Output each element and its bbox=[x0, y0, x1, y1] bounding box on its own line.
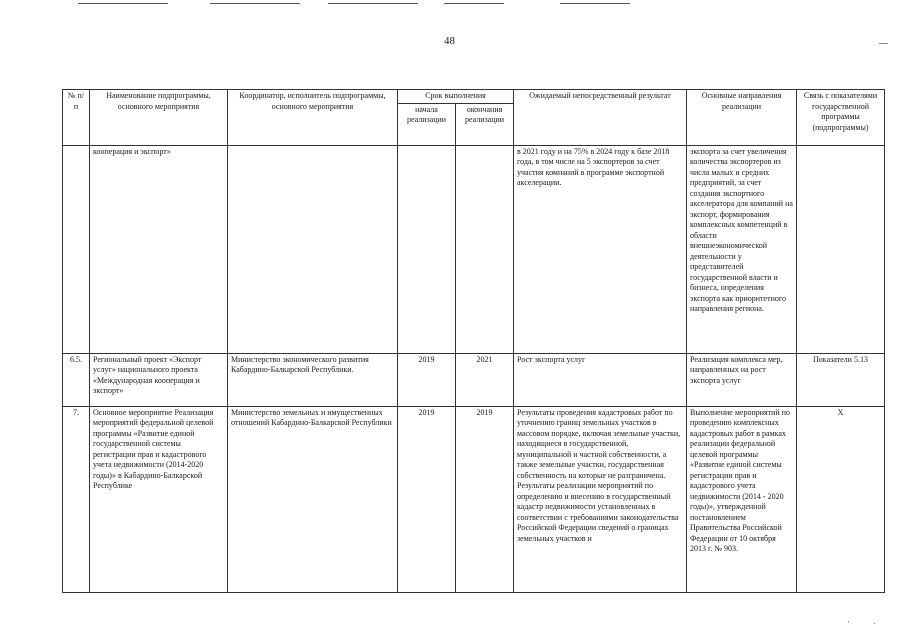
top-rule-3 bbox=[328, 3, 418, 4]
row-end: 2019 bbox=[456, 406, 514, 592]
header-directions: Основные направления реализации bbox=[687, 90, 797, 146]
header-coordinator: Координатор, исполнитель подпрограммы, основного мероприятия bbox=[228, 90, 398, 146]
header-row-1 bbox=[63, 90, 885, 104]
row-directions: Выполнение мероприятий по проведению комплексных кадастровых работ в рамках реализации федеральной целевой программы «Развитие единой системы регистрации прав и кадастрового учета недвижимости (2014 - 2020 годы)», утвержденной постановлением Правительства Российской Федерации от 10 октября 2013 г. № 903. bbox=[687, 406, 797, 592]
header-num: № п/п bbox=[63, 90, 90, 146]
row-link: Показатели 5.13 bbox=[797, 353, 885, 406]
header-name: Наименование подпрограммы, основного мероприятия bbox=[90, 90, 228, 146]
row-directions: экспорта за счет увеличения количества экспортеров из числа малых и средних предприятий, за счет создания экспортного акселератора для компаний на экспорт, формирования комплексных компетенций в области внешнеэкономической деятельности у представителей государственной власти и бизнеса, определения экспорта как приоритетного направления региона. bbox=[687, 145, 797, 353]
scan-marks: ' · bbox=[848, 620, 876, 628]
row-result: Рост экспорта услуг bbox=[514, 353, 687, 406]
table-row bbox=[63, 353, 885, 406]
row-num: 7. bbox=[63, 406, 90, 592]
top-rule-2 bbox=[210, 3, 300, 4]
top-rule-5 bbox=[560, 3, 630, 4]
table-row bbox=[63, 145, 885, 353]
program-table bbox=[62, 89, 885, 593]
row-result: Результаты проведения кадастровых работ по уточнению границ земельных участков в массовом порядке, включая земельные участки, находящиеся в государственной, муниципальной и частной собственности, а также земельные участки, государственная собственность на которые не разграничена. Результаты реализации мероприятий по определению и внесению в государственный кадастр недвижимости установленных в соответствии с требованиями законодательства Российской Федерации сведений о границах земельных участков и bbox=[514, 406, 687, 592]
top-rule-4 bbox=[444, 3, 504, 4]
row-end: 2021 bbox=[456, 353, 514, 406]
header-result: Ожидаемый непосредственный результат bbox=[514, 90, 687, 146]
row-start: 2019 bbox=[398, 353, 456, 406]
page-number: 48 bbox=[444, 35, 455, 47]
row-num: 6.5. bbox=[63, 353, 90, 406]
row-name: кооперация и экспорт» bbox=[90, 145, 228, 353]
row-start: 2019 bbox=[398, 406, 456, 592]
header-term: Срок выполнения bbox=[398, 90, 514, 104]
row-link: Х bbox=[797, 406, 885, 592]
row-coordinator bbox=[228, 145, 398, 353]
top-rule-1 bbox=[78, 3, 168, 4]
row-coordinator: Министерство земельных и имущественных отношений Кабардино-Балкарской Республики bbox=[228, 406, 398, 592]
row-end bbox=[456, 145, 514, 353]
row-result: в 2021 году и на 75% в 2024 году к базе 2018 года, в том числе на 5 экспортеров за счет участия компаний в программе экспортной акселерации. bbox=[514, 145, 687, 353]
row-num bbox=[63, 145, 90, 353]
row-coordinator: Министерство экономического развития Кабардино-Балкарской Республики. bbox=[228, 353, 398, 406]
row-directions: Реализация комплекса мер, направленных на рост экспорта услуг bbox=[687, 353, 797, 406]
margin-mark bbox=[879, 43, 888, 44]
header-end: окончания реализации bbox=[456, 103, 514, 145]
header-link: Связь с показателями государственной программы (подпрограммы) bbox=[797, 90, 885, 146]
header-start: начала реализации bbox=[398, 103, 456, 145]
row-link bbox=[797, 145, 885, 353]
row-name: Региональный проект «Экспорт услуг» национального проекта «Международная кооперация и экспорт» bbox=[90, 353, 228, 406]
table-row bbox=[63, 406, 885, 592]
row-start bbox=[398, 145, 456, 353]
row-name: Основное мероприятие Реализация мероприятий федеральной целевой программы «Развитие единой государственной системы регистрации прав и кадастрового учета недвижимости (2014-2020 годы)» в Кабардино-Балкарской Республике bbox=[90, 406, 228, 592]
